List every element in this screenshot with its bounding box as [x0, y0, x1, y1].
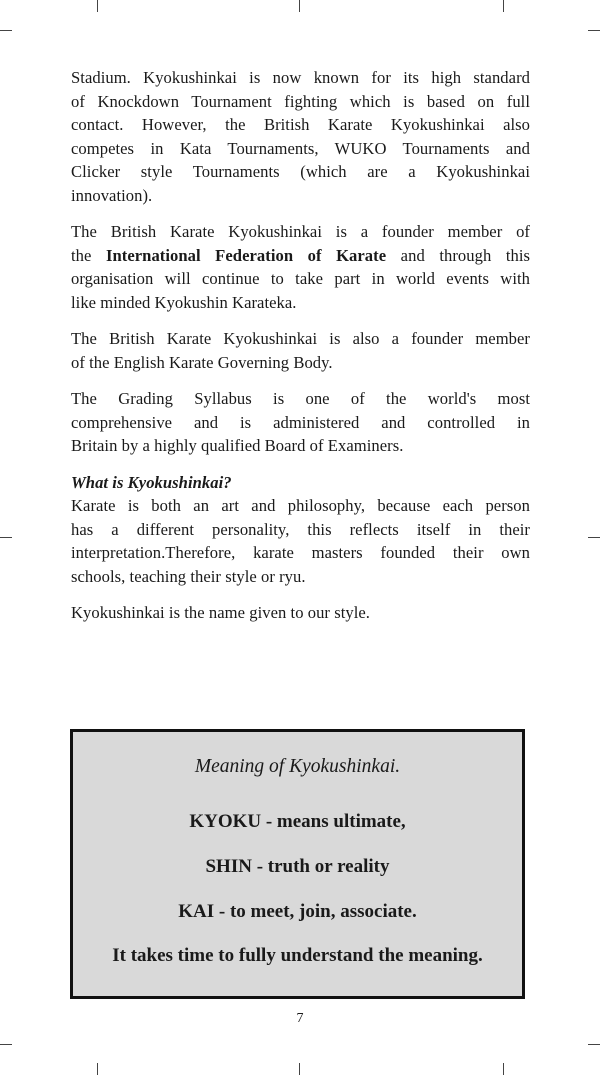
paragraph-text: and through this — [386, 245, 531, 265]
paragraph-line: Clicker style Tournaments (which are a Kyokushinkai — [71, 162, 530, 181]
paragraph-line: like minded Kyokushin Karateka. — [71, 292, 297, 312]
crop-mark-bottom-center — [299, 1063, 300, 1075]
paragraph-line: comprehensive and is administered and controlled in — [71, 412, 530, 432]
paragraph-line: Kyokushinkai is the name given to our style. — [71, 603, 370, 622]
paragraph-line: innovation). — [71, 185, 153, 205]
meaning-box — [70, 729, 525, 999]
paragraph-line — [71, 244, 530, 268]
meaning-title: Meaning of Kyokushinkai. — [194, 756, 401, 777]
crop-mark-top-right — [503, 0, 504, 12]
crop-mark-left-middle — [0, 537, 12, 538]
paragraph-line: of Knockdown Tournament fighting which is based on full — [71, 91, 530, 111]
paragraph-line: contact. However, the British Karate Kyokushinkai also — [71, 115, 530, 134]
paragraph-line: Britain by a highly qualified Board of Examiners. — [71, 436, 404, 455]
section-heading: What is Kyokushinkai? — [71, 472, 232, 492]
paragraph-style-name — [71, 601, 530, 625]
paragraph-line: of the English Karate Governing Body. — [71, 352, 333, 372]
paragraph-english-governing-body — [71, 327, 530, 374]
meaning-kai: KAI - to meet, join, associate. — [178, 901, 417, 922]
paragraph-what-is-kyokushinkai — [71, 471, 530, 589]
paragraph-line: organisation will continue to take part in world events with — [71, 269, 530, 288]
meaning-shin: SHIN - truth or reality — [205, 856, 390, 877]
paragraph-line: Karate is both an art and philosophy, because each person — [71, 496, 530, 515]
crop-mark-top-left — [97, 0, 98, 12]
crop-mark-top-center — [299, 0, 300, 12]
crop-mark-left-bottom — [0, 1044, 12, 1045]
crop-mark-bottom-right — [503, 1063, 504, 1075]
crop-mark-left-top — [0, 30, 12, 31]
paragraph-line: interpretation.Therefore, karate masters founded their own — [71, 543, 530, 562]
crop-mark-right-top — [588, 30, 600, 31]
crop-mark-bottom-left — [97, 1063, 98, 1075]
paragraph-line: The British Karate Kyokushinkai is a founder member of — [71, 222, 530, 241]
paragraph-grading-syllabus — [71, 387, 530, 458]
meaning-kyoku: KYOKU - means ultimate, — [189, 811, 406, 832]
paragraph-founder-ifk — [71, 220, 530, 314]
page-number: 7 — [296, 1011, 304, 1026]
page-body — [71, 66, 530, 625]
paragraph-line: Stadium. Kyokushinkai is now known for its high standard — [71, 68, 530, 87]
crop-mark-right-bottom — [588, 1044, 600, 1045]
paragraph-line: The British Karate Kyokushinkai is also a founder member — [71, 329, 530, 348]
paragraph-line: The Grading Syllabus is one of the world's most — [71, 389, 530, 408]
paragraph-text: the — [71, 245, 106, 265]
paragraph-line: competes in Kata Tournaments, WUKO Tournaments and — [71, 138, 530, 158]
paragraph-stadium — [71, 66, 530, 207]
meaning-note: It takes time to fully understand the meaning. — [112, 945, 483, 966]
paragraph-line: has a different personality, this reflects itself in their — [71, 519, 530, 539]
federation-name: International Federation of Karate — [105, 245, 387, 265]
crop-mark-right-middle — [588, 537, 600, 538]
paragraph-line: schools, teaching their style or ryu. — [71, 566, 306, 586]
